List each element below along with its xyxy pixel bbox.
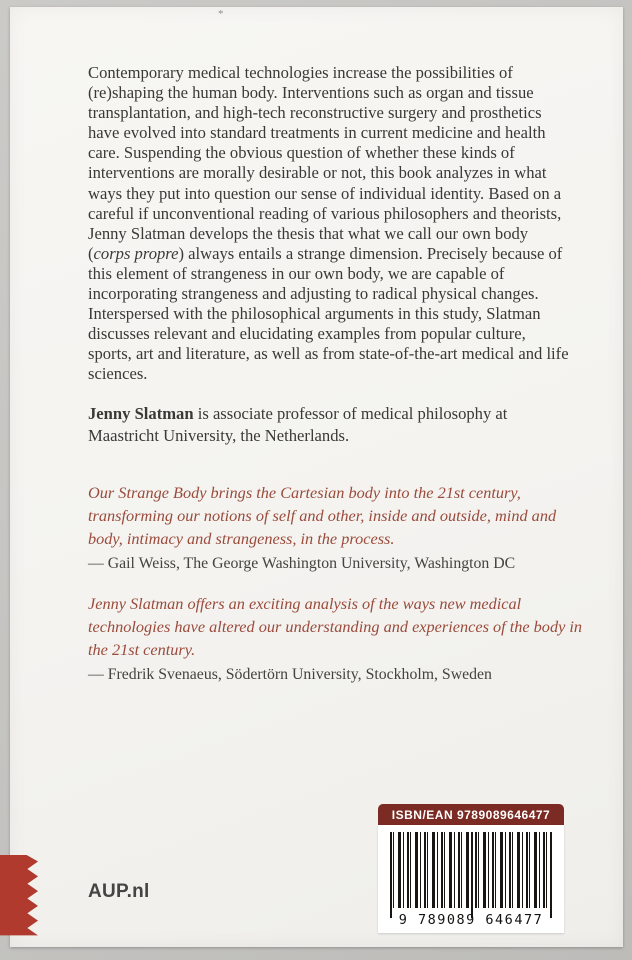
barcode-digits: 9 789089 646477 [398,912,544,928]
endorsement-quote-1-text: Our Strange Body brings the Cartesian body into the 21st century, transforming our notions of self and other, inside and outside, mind and body, intimacy and strangeness, in the process. [88,483,557,548]
endorsement-quote-2-text: Jenny Slatman offers an exciting analysis of the ways new medical technologies have altered our understanding and experiences of the body in the 21st century. [88,594,583,659]
author-bio-text: is associate professor of medical philosophy at Maastricht University, the Netherlands. [88,404,508,445]
endorsement-quote-1-attribution: — Gail Weiss, The George Washington University, Washington DC [88,555,516,572]
synopsis-italic-phrase: corps propre [93,243,179,263]
barcode-panel [378,825,564,933]
author-name: Jenny Slatman [88,404,194,423]
author-bio [88,403,572,446]
barcode-guard-left [390,832,392,918]
endorsement-quote-2 [88,592,594,686]
synopsis-paragraph [88,63,572,385]
isbn-barcode-block [378,804,564,933]
endorsement-quote-2-attribution: — Fredrik Svenaeus, Södertörn University, Stockholm, Sweden [88,666,492,683]
synopsis-text-2: ) always entails a strange dimension. Precisely because of this element of strangeness in our own body, we are capable of incorporating strangeness and adjusting to radical physical changes. Interspersed with the philosophical arguments in this study, Slatman discusses relevant and elucidating examples from popular culture, sports, art and literature, as well as from state-of-the-art medical and life sciences. [88,243,569,384]
back-cover [10,7,623,947]
synopsis-text-1: Contemporary medical technologies increase the possibilities of (re)shaping the human body. Interventions such as organ and tissue transplantation, and high-tech reconstructive surgery and prosthetics have evolved into standard treatments in current medicine and health care. Suspending the obvious question of whether these kinds of interventions are morally desirable or not, this book analyzes in what ways they put into question our sense of individual identity. Based on a careful if unconventional reading of various philosophers and theorists, Jenny Slatman develops the thesis that what we call our own body ( [88,63,562,263]
publisher-logo-text: AUP.nl [88,881,150,902]
endorsement-quote-1 [88,481,594,575]
barcode-guard-right [550,832,552,918]
isbn-ean-label: ISBN/EAN 9789089646477 [378,804,564,825]
printers-mark: * [218,8,224,20]
barcode-guard-middle [471,832,473,918]
